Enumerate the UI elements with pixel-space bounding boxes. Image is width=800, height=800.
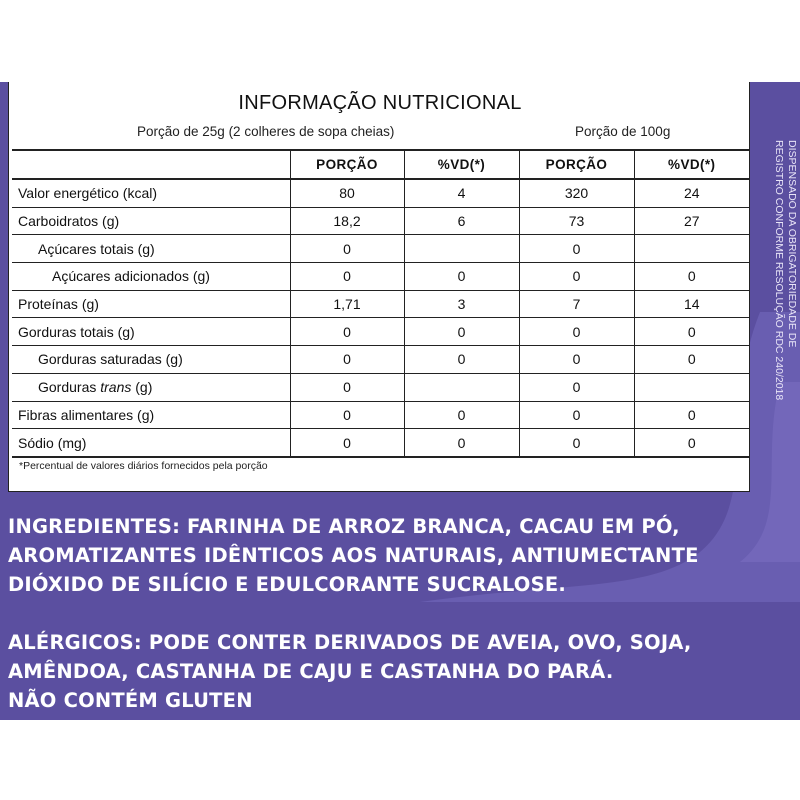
cell-value: 3 bbox=[404, 290, 519, 318]
regulatory-note bbox=[758, 140, 798, 470]
cell-value: 0 bbox=[290, 373, 404, 401]
cell-value: 0 bbox=[634, 346, 749, 374]
ingredients-line: INGREDIENTES: FARINHA DE ARROZ BRANCA, CACAU EM PÓ, bbox=[8, 515, 680, 538]
cell-value: 27 bbox=[634, 207, 749, 235]
row-label: Gorduras totais (g) bbox=[12, 318, 290, 346]
regulatory-note-line-2: REGISTRO CONFORME RESOLUÇÃO RDC 240/2018 bbox=[773, 140, 785, 401]
cell-value: 4 bbox=[404, 179, 519, 207]
cell-value: 0 bbox=[404, 346, 519, 374]
cell-value: 0 bbox=[519, 318, 634, 346]
cell-value: 0 bbox=[634, 318, 749, 346]
table-row bbox=[12, 318, 749, 346]
table-row bbox=[12, 290, 749, 318]
cell-value: 0 bbox=[290, 401, 404, 429]
cell-value: 7 bbox=[519, 290, 634, 318]
cell-value: 6 bbox=[404, 207, 519, 235]
ingredients-text bbox=[8, 512, 768, 599]
cell-value: 73 bbox=[519, 207, 634, 235]
regulatory-note-line-1: DISPENSADO DA OBRIGATORIEDADE DE bbox=[786, 140, 798, 348]
table-row bbox=[12, 346, 749, 374]
cell-value: 0 bbox=[519, 429, 634, 457]
row-label bbox=[12, 373, 290, 401]
cell-value: 0 bbox=[290, 346, 404, 374]
table-row bbox=[12, 429, 749, 457]
ingredients-line: DIÓXIDO DE SILÍCIO E EDULCORANTE SUCRALOSE. bbox=[8, 573, 566, 596]
row-label: Proteínas (g) bbox=[12, 290, 290, 318]
cell-value: 0 bbox=[290, 235, 404, 263]
cell-value: 0 bbox=[404, 263, 519, 291]
nutrition-title: INFORMAÇÃO NUTRICIONAL bbox=[238, 92, 522, 114]
cell-value: 0 bbox=[519, 235, 634, 263]
row-label: Açúcares adicionados (g) bbox=[12, 263, 290, 291]
cell-value: 0 bbox=[290, 318, 404, 346]
cell-value: 0 bbox=[519, 263, 634, 291]
allergens-text bbox=[8, 628, 768, 715]
cell-value: 0 bbox=[290, 263, 404, 291]
row-label-suffix: (g) bbox=[131, 379, 153, 396]
header-portion-100: PORÇÃO bbox=[519, 150, 634, 179]
cell-value: 14 bbox=[634, 290, 749, 318]
cell-value bbox=[634, 373, 749, 401]
header-vd-25: %VD(*) bbox=[404, 150, 519, 179]
ingredients-line: AROMATIZANTES IDÊNTICOS AOS NATURAIS, ANTIUMECTANTE bbox=[8, 544, 699, 567]
cell-value: 0 bbox=[634, 401, 749, 429]
nutrition-table bbox=[12, 149, 749, 458]
cell-value bbox=[404, 373, 519, 401]
header-nutrient bbox=[12, 150, 290, 179]
cell-value: 0 bbox=[519, 373, 634, 401]
table-row bbox=[12, 235, 749, 263]
cell-value bbox=[634, 235, 749, 263]
footnote: *Percentual de valores diários fornecidos pela porção bbox=[19, 460, 268, 472]
cell-value: 0 bbox=[634, 429, 749, 457]
row-label-prefix: Gorduras bbox=[38, 379, 101, 396]
allergens-line: ALÉRGICOS: PODE CONTER DERIVADOS DE AVEIA, OVO, SOJA, bbox=[8, 631, 692, 654]
row-label-italic: trans bbox=[100, 379, 132, 396]
row-label: Gorduras saturadas (g) bbox=[12, 346, 290, 374]
header-portion-25: PORÇÃO bbox=[290, 150, 404, 179]
allergens-line: AMÊNDOA, CASTANHA DE CAJU E CASTANHA DO PARÁ. bbox=[8, 660, 614, 683]
header-vd-100: %VD(*) bbox=[634, 150, 749, 179]
row-label: Sódio (mg) bbox=[18, 434, 87, 451]
table-row bbox=[12, 373, 749, 401]
cell-value: 80 bbox=[290, 179, 404, 207]
cell-value: 0 bbox=[634, 263, 749, 291]
cell-value bbox=[404, 235, 519, 263]
portion-100g-label: Porção de 100g bbox=[575, 124, 671, 139]
row-label: Açúcares totais (g) bbox=[12, 235, 290, 263]
row-label: Carboidratos (g) bbox=[12, 207, 290, 235]
cell-value: 0 bbox=[519, 401, 634, 429]
nutrition-facts-panel bbox=[8, 82, 750, 492]
table-header-row bbox=[12, 150, 749, 179]
allergens-line: NÃO CONTÉM GLUTEN bbox=[8, 689, 253, 712]
cell-value: 1,71 bbox=[290, 290, 404, 318]
cell-value: 18,2 bbox=[290, 207, 404, 235]
portion-25g-label: Porção de 25g (2 colheres de sopa cheias) bbox=[137, 124, 395, 139]
table-row bbox=[12, 179, 749, 207]
cell-value: 0 bbox=[404, 401, 519, 429]
row-label: Valor energético (kcal) bbox=[12, 179, 290, 207]
row-label: Fibras alimentares (g) bbox=[12, 401, 290, 429]
table-row bbox=[12, 401, 749, 429]
cell-value: 0 bbox=[519, 346, 634, 374]
cell-value: 24 bbox=[634, 179, 749, 207]
cell-value: 0 bbox=[290, 429, 404, 457]
cell-value: 0 bbox=[404, 318, 519, 346]
cell-value: 0 bbox=[404, 429, 519, 457]
table-row bbox=[12, 263, 749, 291]
cell-value: 320 bbox=[519, 179, 634, 207]
table-row bbox=[12, 207, 749, 235]
